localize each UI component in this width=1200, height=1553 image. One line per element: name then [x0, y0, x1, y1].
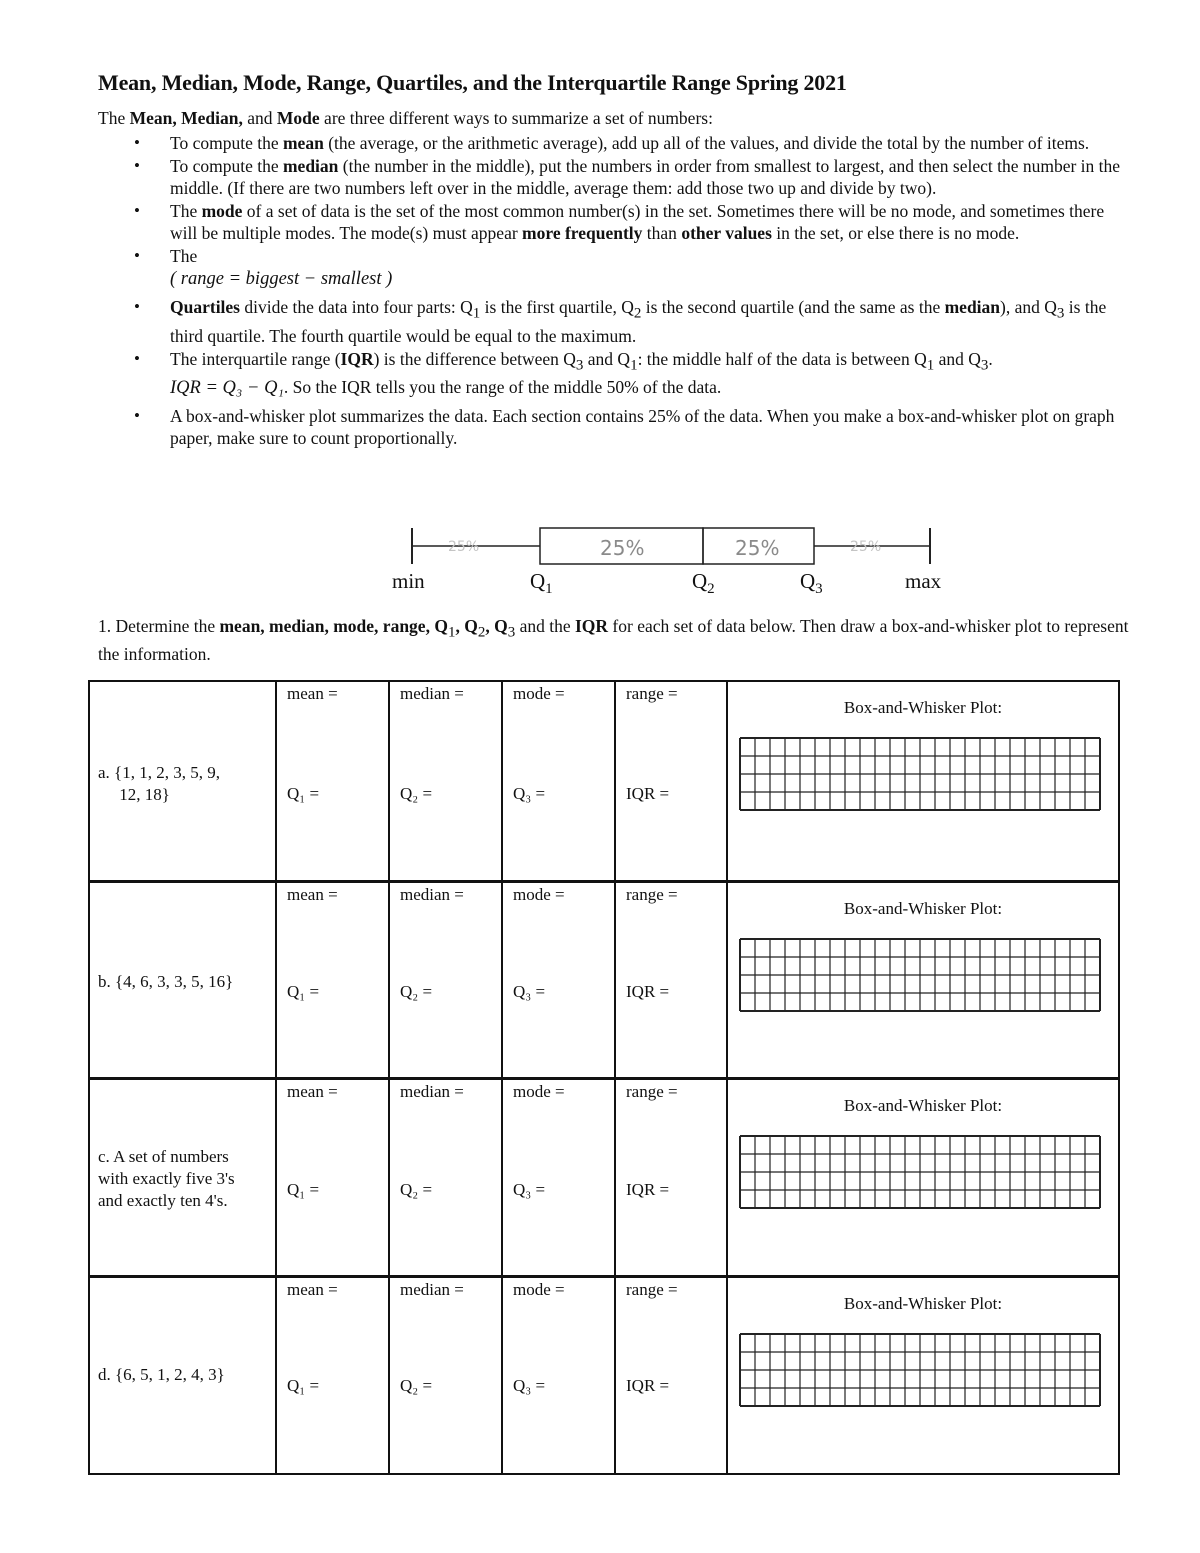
median-label: median =	[400, 1081, 464, 1101]
range-answer-cell[interactable]	[615, 681, 727, 881]
bullet-quartiles: • Quartiles divide the data into four parts: $Q_1$ is the first quartile, $Q_2$ is the second quartile (and the same as the median), and $Q_3$ is the third quartile. The fourth quartile would be equal to the maximum.	[134, 297, 1107, 346]
graph-paper-grid[interactable]	[739, 938, 1101, 1012]
bullet-median: • To compute the median (the number in the middle), put the numbers in order from smallest to largest, and then select the number in the middle. (If there are two numbers left over in the middle, average them: add those two up and divide by two).	[134, 156, 1121, 198]
range-formula: ( range = biggest − smallest )	[170, 269, 393, 289]
q1-label: $Q_1$	[530, 569, 553, 598]
graph-paper-grid[interactable]	[739, 737, 1101, 811]
q2-label: Q₂ =	[400, 1179, 433, 1199]
pct-label-2: 25%	[600, 536, 645, 560]
mode-answer-cell[interactable]	[502, 881, 615, 1078]
iqr-label: IQR =	[626, 981, 670, 1001]
range-answer-cell[interactable]	[615, 881, 727, 1078]
mode-answer-cell[interactable]	[502, 1276, 615, 1474]
box-plot-label: Box-and-Whisker Plot:	[843, 698, 1003, 717]
median-answer-cell[interactable]	[389, 1276, 502, 1474]
bullet-mode: • The mode of a set of data is the set of the most common number(s) in the set. Sometimes there will be no mode, and sometimes there will be multiple modes. The mode(s) must appear more frequently than other values in the set, or else there is no mode.	[134, 201, 1105, 243]
q2-label: Q₂ =	[400, 981, 433, 1001]
median-answer-cell[interactable]	[389, 1078, 502, 1276]
range-label: range =	[626, 1081, 678, 1101]
mode-label: mode =	[513, 1279, 565, 1299]
q2-label: Q₂ =	[400, 1375, 433, 1395]
bullet-box-plot: • A box-and-whisker plot summarizes the data. Each section contains 25% of the data. When you make a box-and-whisker plot on graph paper, make sure to count proportionally.	[134, 406, 1115, 448]
q1-label: Q₁ =	[287, 1375, 320, 1395]
graph-paper-grid[interactable]	[739, 1333, 1101, 1407]
range-answer-cell[interactable]	[615, 1276, 727, 1474]
q1-label: Q₁ =	[287, 1179, 320, 1199]
mode-label: mode =	[513, 684, 565, 703]
q3-label: Q₃ =	[513, 981, 546, 1001]
question-prompt: 1. Determine the mean, median, mode, range, $Q_1$, $Q_2$, $Q_3$ and the IQR for each set of data below. Then draw a box-and-whisker plot to represent the information.	[98, 616, 1129, 664]
box-plot-label: Box-and-Whisker Plot:	[843, 898, 1003, 918]
mean-answer-cell[interactable]	[276, 681, 389, 881]
box-plot-label: Box-and-Whisker Plot:	[843, 1293, 1003, 1313]
mode-label: mode =	[513, 1081, 565, 1101]
mean-label: mean =	[287, 1279, 338, 1299]
range-label: range =	[626, 684, 678, 703]
range-label: range =	[626, 884, 678, 904]
median-label: median =	[400, 684, 464, 703]
set-a-line1: a. {1, 1, 2, 3, 5, 9,	[98, 763, 220, 782]
box-plot-answer-cell[interactable]	[727, 1078, 1119, 1276]
iqr-label: IQR =	[626, 1179, 670, 1199]
box-plot-answer-cell[interactable]	[727, 881, 1119, 1078]
q1-label: Q₁ =	[287, 981, 320, 1001]
q2-label: Q₂ =	[400, 784, 433, 803]
mean-label: mean =	[287, 884, 338, 904]
page-title: Mean, Median, Mode, Range, Quartiles, and the Interquartile Range Spring 2021	[98, 70, 847, 95]
box-plot-answer-cell[interactable]	[727, 1276, 1119, 1474]
median-label: median =	[400, 884, 464, 904]
box-plot-diagram	[390, 524, 970, 604]
problem-row-d	[89, 1276, 1119, 1474]
mode-label: mode =	[513, 884, 565, 904]
box-plot-label: Box-and-Whisker Plot:	[843, 1095, 1003, 1115]
min-label: min	[392, 569, 425, 593]
mean-label: mean =	[287, 1081, 338, 1101]
set-cell-a	[89, 681, 276, 881]
bullet-iqr: • The interquartile range (IQR) is the difference between $Q_3$ and $Q_1$: the middle half of the data is between $Q_1$ and $Q_3$. IQR = Q₃ − Q₁. So the IQR tells you the range of the middle 50% of the data.	[134, 348, 993, 398]
mean-answer-cell[interactable]	[276, 1276, 389, 1474]
pct-label-4: 25%	[850, 539, 882, 555]
mode-answer-cell[interactable]	[502, 681, 615, 881]
range-label: range =	[626, 1279, 678, 1299]
definition-list	[120, 132, 1132, 450]
median-answer-cell[interactable]	[389, 881, 502, 1078]
pct-label-1: 25%	[448, 539, 480, 555]
q3-label: $Q_3$	[800, 569, 823, 598]
set-c-line1: c. A set of numbers	[98, 1146, 229, 1166]
mode-answer-cell[interactable]	[502, 1078, 615, 1276]
set-cell-d	[89, 1276, 276, 1474]
mean-answer-cell[interactable]	[276, 1078, 389, 1276]
iqr-label: IQR =	[626, 1375, 670, 1395]
q3-label: Q₃ =	[513, 784, 546, 803]
median-answer-cell[interactable]	[389, 681, 502, 881]
set-d-line1: d. {6, 5, 1, 2, 4, 3}	[98, 1364, 225, 1384]
iqr-label: IQR =	[626, 784, 670, 803]
set-c-line2: with exactly five 3's	[98, 1168, 235, 1188]
set-cell-b	[89, 881, 276, 1078]
mean-label: mean =	[287, 684, 338, 703]
median-label: median =	[400, 1279, 464, 1299]
pct-label-3: 25%	[735, 536, 780, 560]
box-plot-answer-cell[interactable]	[727, 681, 1119, 881]
problem-row-b	[89, 881, 1119, 1078]
set-a-line2: 12, 18}	[98, 785, 170, 804]
bullet-mean: • To compute the mean (the average, or the arithmetic average), add up all of the values, and divide the total by the number of items.	[134, 133, 1090, 153]
set-c-line3: and exactly ten 4's.	[98, 1190, 228, 1210]
max-label: max	[905, 569, 942, 593]
set-cell-c	[89, 1078, 276, 1276]
problem-row-c	[89, 1078, 1119, 1276]
range-answer-cell[interactable]	[615, 1078, 727, 1276]
mean-answer-cell[interactable]	[276, 881, 389, 1078]
problem-row-a	[89, 681, 1119, 881]
iqr-formula: IQR = Q₃ − Q₁	[170, 378, 284, 398]
intro-text: The Mean, Median, and Mode are three different ways to summarize a set of numbers:	[98, 108, 713, 128]
q2-label: $Q_2$	[692, 569, 715, 598]
q1-label: Q₁ =	[287, 784, 320, 803]
bullet-range: • The ( range = biggest − smallest )	[134, 246, 393, 289]
q3-label: Q₃ =	[513, 1375, 546, 1395]
worksheet-table	[88, 680, 1120, 1475]
q3-label: Q₃ =	[513, 1179, 546, 1199]
graph-paper-grid[interactable]	[739, 1135, 1101, 1209]
set-b-line1: b. {4, 6, 3, 3, 5, 16}	[98, 971, 234, 991]
